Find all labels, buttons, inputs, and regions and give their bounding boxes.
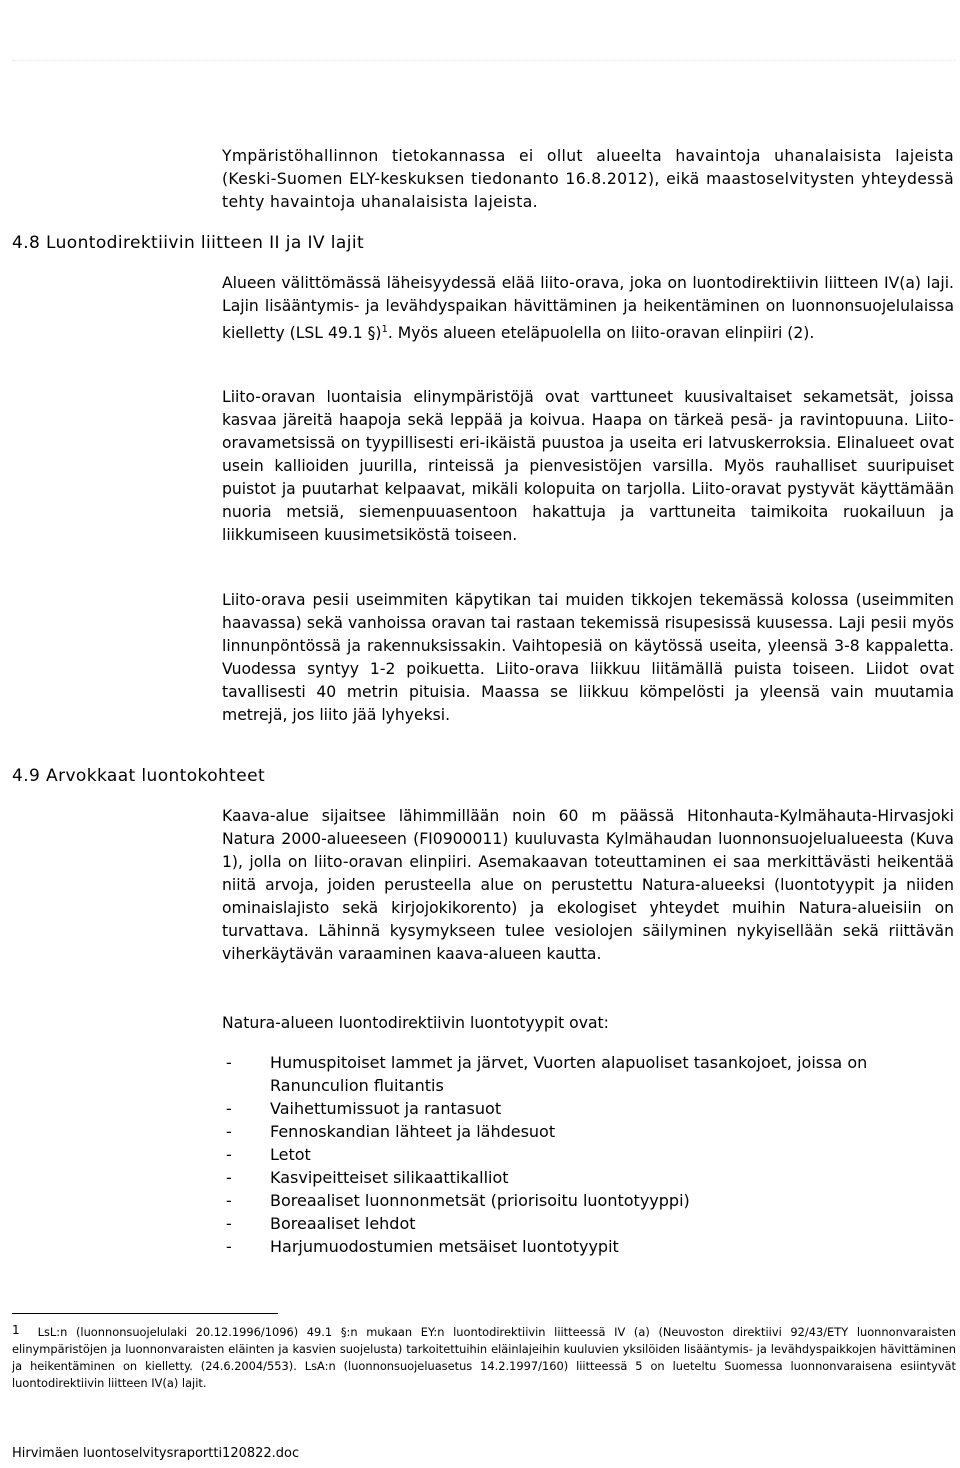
list-item: - Vaihettumissuot ja rantasuot: [226, 1099, 502, 1118]
paragraph-natura-area: Kaava-alue sijaitsee lähimmillään noin 60 m päässä Hitonhauta-Kylmähauta-Hirvasjoki Natura 2000-alueeseen (FI0900011) kuuluvasta Kylmähaudan luonnonsuojelualueesta (Kuva 1), jolla on liito-oravan elinpiiri. Asemakaavan toteuttaminen ei saa merkittävästi heikentää niitä arvoja, joiden perusteella alue on perustettu Natura-alueeksi (luontotyypit ja niiden ominaislajisto sekä kirjojokikorento) ja ekologiset yhteydet muihin Natura-alueisiin on turvattava. Lähinnä kysymykseen tulee vesiolojen säilyminen nykyisellään sekä riittävän viherkäytävän varaaminen kaava-alueen kautta.: [222, 807, 954, 963]
section-heading-4-9: 4.9 Arvokkaat luontokohteet: [12, 766, 266, 786]
paragraph-threatened-species: Ympäristöhallinnon tietokannassa ei ollut alueelta havaintoja uhanalaisista lajeista (Keski-Suomen ELY-keskuksen tiedonanto 16.8.2012), eikä maastoselvitysten yhteydessä tehty havaintoja uhanalaisista lajeista.: [222, 147, 954, 211]
header-page-number: 11 (16): [866, 0, 913, 17]
paragraph-habitat: Liito-oravan luontaisia elinympäristöjä ovat varttuneet kuusivaltaiset sekametsät, joissa kasvaa järeitä haapoja sekä leppää ja koivua. Haapa on tärkeä pesä- ja ravintopuuna. Liito-oravametsissä on tyypillisesti eri-ikäistä puustoa ja useita eri latvuskerroksia. Elinalueet ovat usein kallioiden juurilla, rinteissä ja pienvesistöjen varsilla. Myös rauhalliset suuripuiset puistot ja puutarhat kelpaavat, mikäli kolopuita on tarjolla. Liito-oravat pystyvät käyttämään nuoria metsiä, siemenpuuasentoon hakattuja ja varttuneita taimikoita ruokailuun ja liikkumiseen kuusimetsiköstä toiseen.: [222, 388, 954, 544]
list-item: - Fennoskandian lähteet ja lähdesuot: [226, 1122, 556, 1141]
footnote-divider: [12, 1313, 278, 1314]
footnote-ref-marker[interactable]: 1: [381, 324, 388, 335]
header-divider: [12, 60, 956, 61]
list-item: - Boreaaliset luonnonmetsät (priorisoitu luontotyyppi): [226, 1191, 690, 1210]
paragraph-nesting: Liito-orava pesii useimmiten käpytikan tai muiden tikkojen tekemässä kolossa (useimmiten haavassa) sekä vanhoissa oravan tai rastaan tekemissä risupesissä kuusessa. Laji pesii myös linnunpöntössä ja rakennuksissakin. Vaihtopesiä on käytössä useita, yleensä 3-8 kappaletta. Vuodessa syntyy 1-2 poikuetta. Liito-orava liikkuu liitämällä puista toiseen. Liidot ovat tavallisesti 40 metrin pituisia. Maassa se liikkuu kömpelösti ja yleensä vain muutamia metrejä, jos liito jää lyhyeksi.: [222, 591, 954, 724]
header-report-type: Luontoselvitys: [493, 0, 589, 17]
header-date: 23.8.2012: [12, 34, 75, 50]
header-company: FCG SUUNNITTELU JA TEKNIIKKA OY: [12, 0, 281, 17]
list-intro: Natura-alueen luontodirektiivin luontotyypit ovat:: [222, 1014, 609, 1032]
list-item: - Harjumuodostumien metsäiset luontotyypit: [226, 1237, 619, 1256]
list-item: - Letot: [226, 1145, 311, 1164]
list-item: - Boreaaliset lehdot: [226, 1214, 416, 1233]
footnote-ref-close: ): [375, 324, 382, 343]
list-item: - Humuspitoiset lammet ja järvet, Vuorten alapuoliset tasankojoet, joissa on Ranunculion fluitantis: [226, 1053, 868, 1095]
footer-filename: Hirvimäen luontoselvitysraportti120822.doc: [12, 1446, 300, 1461]
list-item: - Kasvipeitteiset silikaattikalliot: [226, 1168, 509, 1187]
footnote-marker: 1: [12, 1323, 20, 1337]
paragraph-flying-squirrel-status: Alueen välittömässä läheisyydessä elää liito-orava, joka on luontodirektiivin liitteen IV(a) laji. Lajin lisääntymis- ja levähdyspaikan hävittäminen ja heikentäminen on luonnonsuojelulaissa kielletty (LSL 49.1 §)$^1$. Myös alueen eteläpuolella on liito-oravan elinpiiri (2).: [222, 274, 954, 343]
section-heading-4-8: 4.8 Luontodirektiivin liitteen II ja IV lajit: [12, 233, 365, 253]
footnote: [12, 1322, 956, 1392]
footnote-text: LsL:n (luonnonsuojelulaki 20.12.1996/1096) 49.1 §:n mukaan EY:n luontodirektiivin liitteessä IV (a) (Neuvoston direktiivi 92/43/ETY luonnonvaraisten elinympäristöjen ja luonnonvaraisten eläinten ja kasvien suojelusta) tarkoitettuihin eläinlajeihin kuuluvien yksilöiden lisääntymis- ja levähdyspaikkojen hävittäminen ja heikentäminen on kielletty. (24.6.2004/553). LsA:n (luonnonsuojeluasetus 14.2.1997/160) liitteessä 5 on lueteltu Suomessa luonnonvaraisena esiintyvät luontodirektiivin liitteen IV(a) lajit.: [12, 1325, 956, 1390]
paragraph-text-a: Alueen välittömässä läheisyydessä elää liito-orava, joka on luontodirektiivin liitteen IV(a) laji. Lajin lisääntymis- ja levähdyspaikan hävittäminen ja heikentäminen on luonnonsuojelulaissa kielletty (LSL 49.1: [222, 274, 954, 343]
paragraph-text-b: . Myös alueen eteläpuolella on liito-oravan elinpiiri (2).: [387, 324, 815, 343]
habitat-type-list: [222, 1051, 954, 1258]
